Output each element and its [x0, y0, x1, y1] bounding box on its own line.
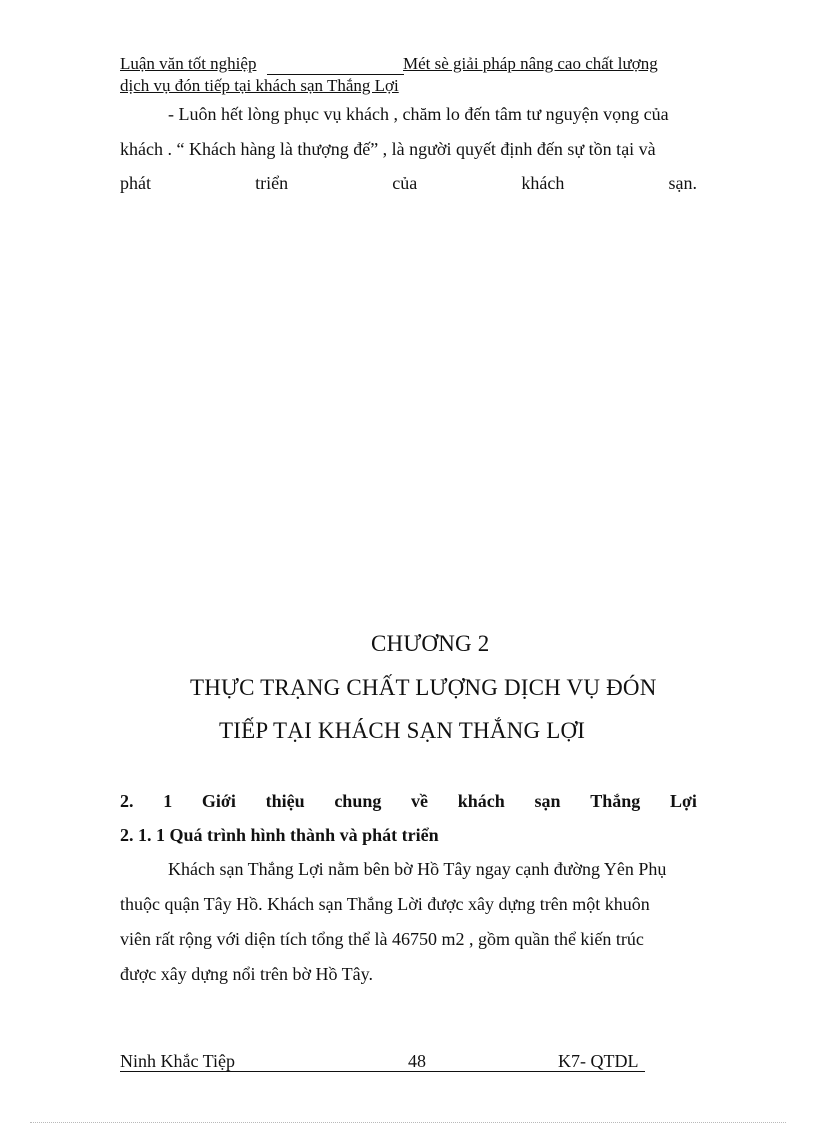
section-heading-word: chung — [334, 791, 382, 811]
intro-word: sạn. — [668, 173, 697, 193]
intro-line-1: - Luôn hết lòng phục vụ khách , chăm lo đến tâm tư nguyện vọng của — [168, 104, 669, 124]
intro-word: khách — [521, 173, 565, 193]
section-heading-word: 2. — [120, 791, 134, 811]
footer-page-number: 48 — [408, 1051, 426, 1071]
intro-line-3 — [120, 173, 697, 194]
subsection-heading: 2. 1. 1 Quá trình hình thành và phát triển — [120, 825, 439, 845]
section-heading-word: về — [411, 791, 429, 811]
header-left: Luận văn tốt nghiệp — [120, 54, 257, 73]
header-right: Mét sè giải pháp nâng cao chất lượng — [403, 54, 658, 73]
section-heading-word: sạn — [534, 791, 561, 811]
footer-author: Ninh Khắc Tiệp — [120, 1051, 236, 1071]
header-underline-gap — [267, 74, 404, 75]
footer-class: K7- QTDL — [558, 1051, 639, 1071]
paragraph-line-3: viên rất rộng với diện tích tổng thể là 46750 m2 , gồm quần thể kiến trúc — [120, 929, 644, 949]
intro-word: phát — [120, 173, 151, 193]
intro-word: của — [392, 173, 418, 193]
section-heading — [120, 791, 697, 812]
section-heading-word: Thắng — [590, 791, 641, 811]
section-heading-word: Giới — [201, 791, 236, 811]
intro-line-2: khách . “ Khách hàng là thượng đế” , là người quyết định đến sự tồn tại và — [120, 139, 656, 159]
paragraph-line-4: được xây dựng nổi trên bờ Hồ Tây. — [120, 964, 374, 984]
header-line2: dịch vụ đón tiếp tại khách sạn Thắng Lợi — [120, 76, 399, 95]
intro-word: triển — [255, 173, 289, 193]
section-heading-word: thiệu — [265, 791, 305, 811]
paragraph-line-2: thuộc quận Tây Hồ. Khách sạn Thắng Lời được xây dựng trên một khuôn — [120, 894, 650, 914]
section-heading-word: 1 — [163, 791, 173, 811]
section-heading-word: khách — [457, 791, 505, 811]
chapter-title-line-2: TIẾP TẠI KHÁCH SẠN THẮNG LỢI — [219, 718, 586, 743]
chapter-title-line-1: THỰC TRẠNG CHẤT LƯỢNG DỊCH VỤ ĐÓN — [190, 675, 657, 700]
paragraph-line-1: Khách sạn Thắng Lợi nằm bên bờ Hồ Tây ngay cạnh đường Yên Phụ — [168, 859, 667, 879]
chapter-number: CHƯƠNG 2 — [371, 631, 490, 656]
section-heading-word: Lợi — [669, 791, 697, 811]
footer-underline — [120, 1071, 645, 1072]
